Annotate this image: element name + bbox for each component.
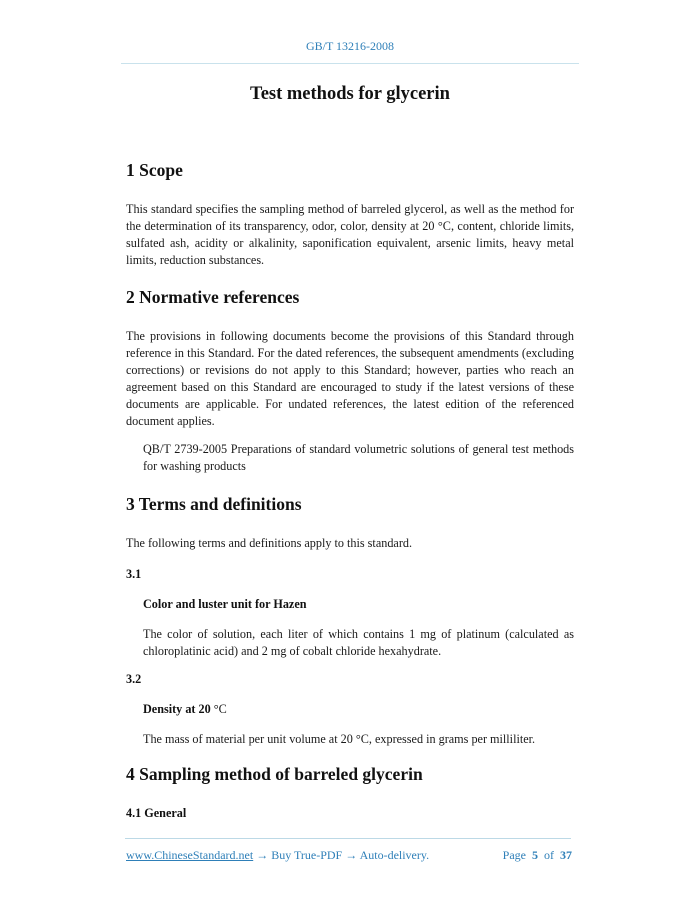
term-name-text: Density at 20 — [143, 702, 211, 716]
page-footer — [126, 848, 572, 863]
term-name-text: Color and luster unit for Hazen — [143, 597, 307, 611]
running-header-standard-code: GB/T 13216-2008 — [305, 39, 395, 53]
term-number-3-2: 3.2 — [126, 672, 142, 686]
reference-item: QB/T 2739-2005 Preparations of standard volumetric solutions of general test methods for washing products — [143, 442, 574, 473]
page-label: Page — [502, 848, 526, 862]
term-definition-density: The mass of material per unit volume at 20 °C, expressed in grams per milliliter. — [143, 732, 536, 746]
page-number-indicator — [503, 848, 572, 863]
chinesestandard-link[interactable]: www.ChineseStandard.net — [126, 848, 254, 862]
term-name-density — [143, 702, 227, 717]
term-number-3-1: 3.1 — [126, 567, 142, 581]
term-name-suffix: °C — [210, 702, 227, 716]
page-total: 37 — [560, 848, 572, 862]
subsection-heading-general: 4.1 General — [126, 806, 187, 820]
term-definition-hazen: The color of solution, each liter of which contains 1 mg of platinum (calculated as chloroplatinic acid) and 2 mg of cobalt chloride hexahydrate. — [143, 627, 574, 658]
scope-paragraph: This standard specifies the sampling method of barreled glycerol, as well as the method for the determination of its transparency, odor, color, density at 20 °C, content, chloride limits, sulfated ash, acidity or alkalinity, saponification equivalent, arsenic limits, heavy metal limits, reduction substances. — [126, 202, 574, 267]
section-heading-scope: 1 Scope — [126, 160, 183, 180]
term-name-hazen — [143, 597, 307, 612]
document-title: Test methods for glycerin — [250, 84, 450, 104]
page-of-label: of — [544, 848, 554, 862]
page-current: 5 — [532, 848, 538, 862]
section-heading-sampling-method: 4 Sampling method of barreled glycerin — [126, 764, 423, 784]
terms-intro-paragraph: The following terms and definitions apply to this standard. — [126, 536, 413, 550]
footer-divider — [125, 838, 571, 839]
footer-tagline: → Buy True-PDF → Auto-delivery. — [253, 848, 430, 862]
section-heading-normative-references: 2 Normative references — [126, 287, 300, 307]
normative-references-paragraph: The provisions in following documents become the provisions of this Standard through reference in this Standard. For the dated references, the subsequent amendments (excluding corrections) or revisions do not apply to this Standard; however, parties who reach an agreement based on this Standard are encouraged to study if the latest versions of these documents are applicable. For undated references, the latest edition of the referenced document applies. — [126, 329, 574, 428]
section-heading-terms-definitions: 3 Terms and definitions — [126, 494, 302, 514]
header-divider — [121, 63, 579, 64]
